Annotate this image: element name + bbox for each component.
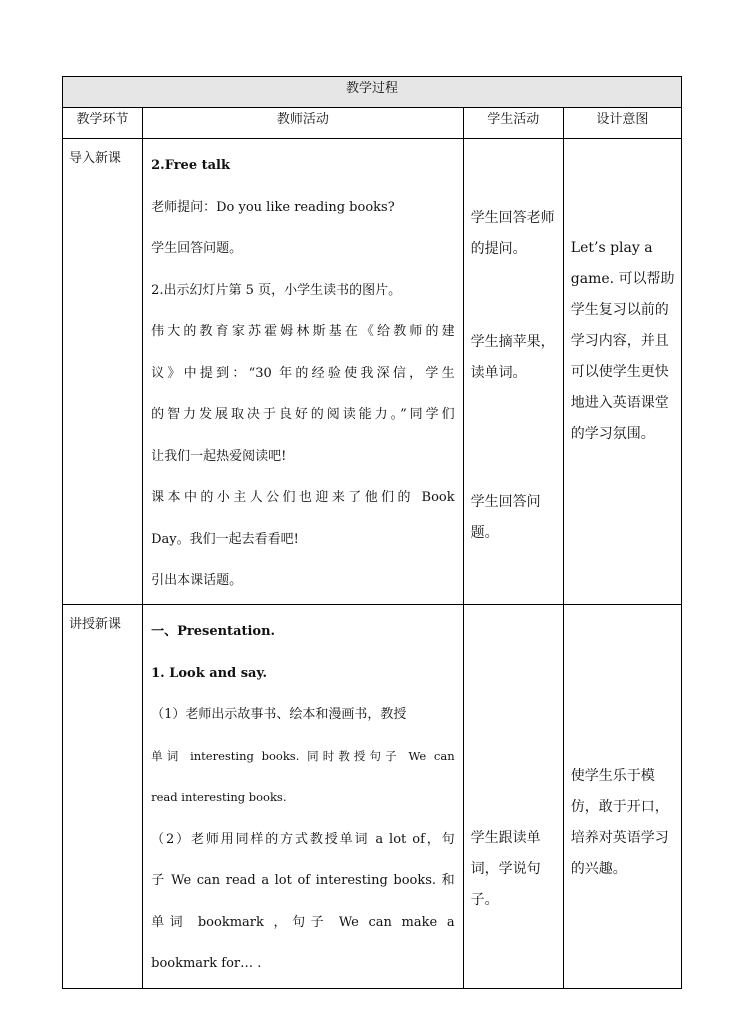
teacher-line: bookmark for… . <box>151 956 262 971</box>
teacher-line: （2）老师用同样的方式教授单词 a lot of，句 <box>151 831 455 847</box>
header-design-intent: 设计意图 <box>563 108 681 139</box>
teacher-line: 一、Presentation. <box>151 624 276 639</box>
teacher-line: Day。我们一起去看看吧! <box>151 531 299 547</box>
teacher-line: 伟大的教育家苏霍姆林斯基在《给教师的建 <box>151 324 455 339</box>
teacher-line: read interesting books. <box>151 790 287 804</box>
table-row <box>63 139 682 605</box>
teacher-line: 课本中的小主人公们也迎来了他们的 Book <box>151 490 455 505</box>
teacher-line: 引出本课话题。 <box>151 573 243 588</box>
stage-cell: 讲授新课 <box>63 605 143 989</box>
design-intent-cell <box>563 605 681 989</box>
teacher-activity-cell <box>143 139 464 605</box>
student-activity-text: 学生跟读单词，学说句子。 <box>470 830 541 908</box>
design-intent-text: 使学生乐于模仿，敢于开口，培养对英语学习的兴趣。 <box>570 768 669 877</box>
lesson-table <box>62 76 682 989</box>
student-activity-cell <box>463 139 563 605</box>
student-activity-cell <box>463 605 563 989</box>
teacher-line: 让我们一起热爱阅读吧! <box>151 448 287 464</box>
stage-cell: 导入新课 <box>63 139 143 605</box>
teacher-line: 单词 interesting books. 同时教授句子 We can <box>151 748 455 763</box>
teacher-line: 1. Look and say. <box>151 665 268 681</box>
teacher-line: 的智力发展取决于良好的阅读能力。”同学们 <box>151 407 455 422</box>
table-row <box>63 605 682 989</box>
teacher-line: （1）老师出示故事书、绘本和漫画书，教授 <box>151 707 407 722</box>
student-activity-text: 学生回答老师的提问。 <box>470 210 555 257</box>
teacher-line: 学生回答问题。 <box>151 241 243 256</box>
teacher-line: 2.Free talk <box>151 158 230 173</box>
teacher-line: 2.出示幻灯片第 5 页，小学生读书的图片。 <box>151 282 402 298</box>
teacher-activity-cell <box>143 605 464 989</box>
header-stage: 教学环节 <box>63 108 143 139</box>
design-intent-text: Let’s play a game. 可以帮助学生复习以前的学习内容，并且可以使学生更快地进入英语课堂的学习氛围。 <box>570 240 675 442</box>
student-activity-text: 学生摘苹果，读单词。 <box>470 334 555 381</box>
header-teacher-activity: 教师活动 <box>143 108 464 139</box>
student-activity-text: 学生回答问题。 <box>470 494 541 541</box>
header-student-activity: 学生活动 <box>463 108 563 139</box>
teacher-line: 子 We can read a lot of interesting books. 和 <box>151 873 455 888</box>
teacher-line: 议》中提到：“30 年的经验使我深信，学生 <box>151 365 455 381</box>
design-intent-cell <box>563 139 681 605</box>
teacher-line: 单词 bookmark ，句子 We can make a <box>151 914 455 930</box>
teacher-line: 老师提问：Do you like reading books? <box>151 199 395 215</box>
table-title: 教学过程 <box>63 77 682 108</box>
